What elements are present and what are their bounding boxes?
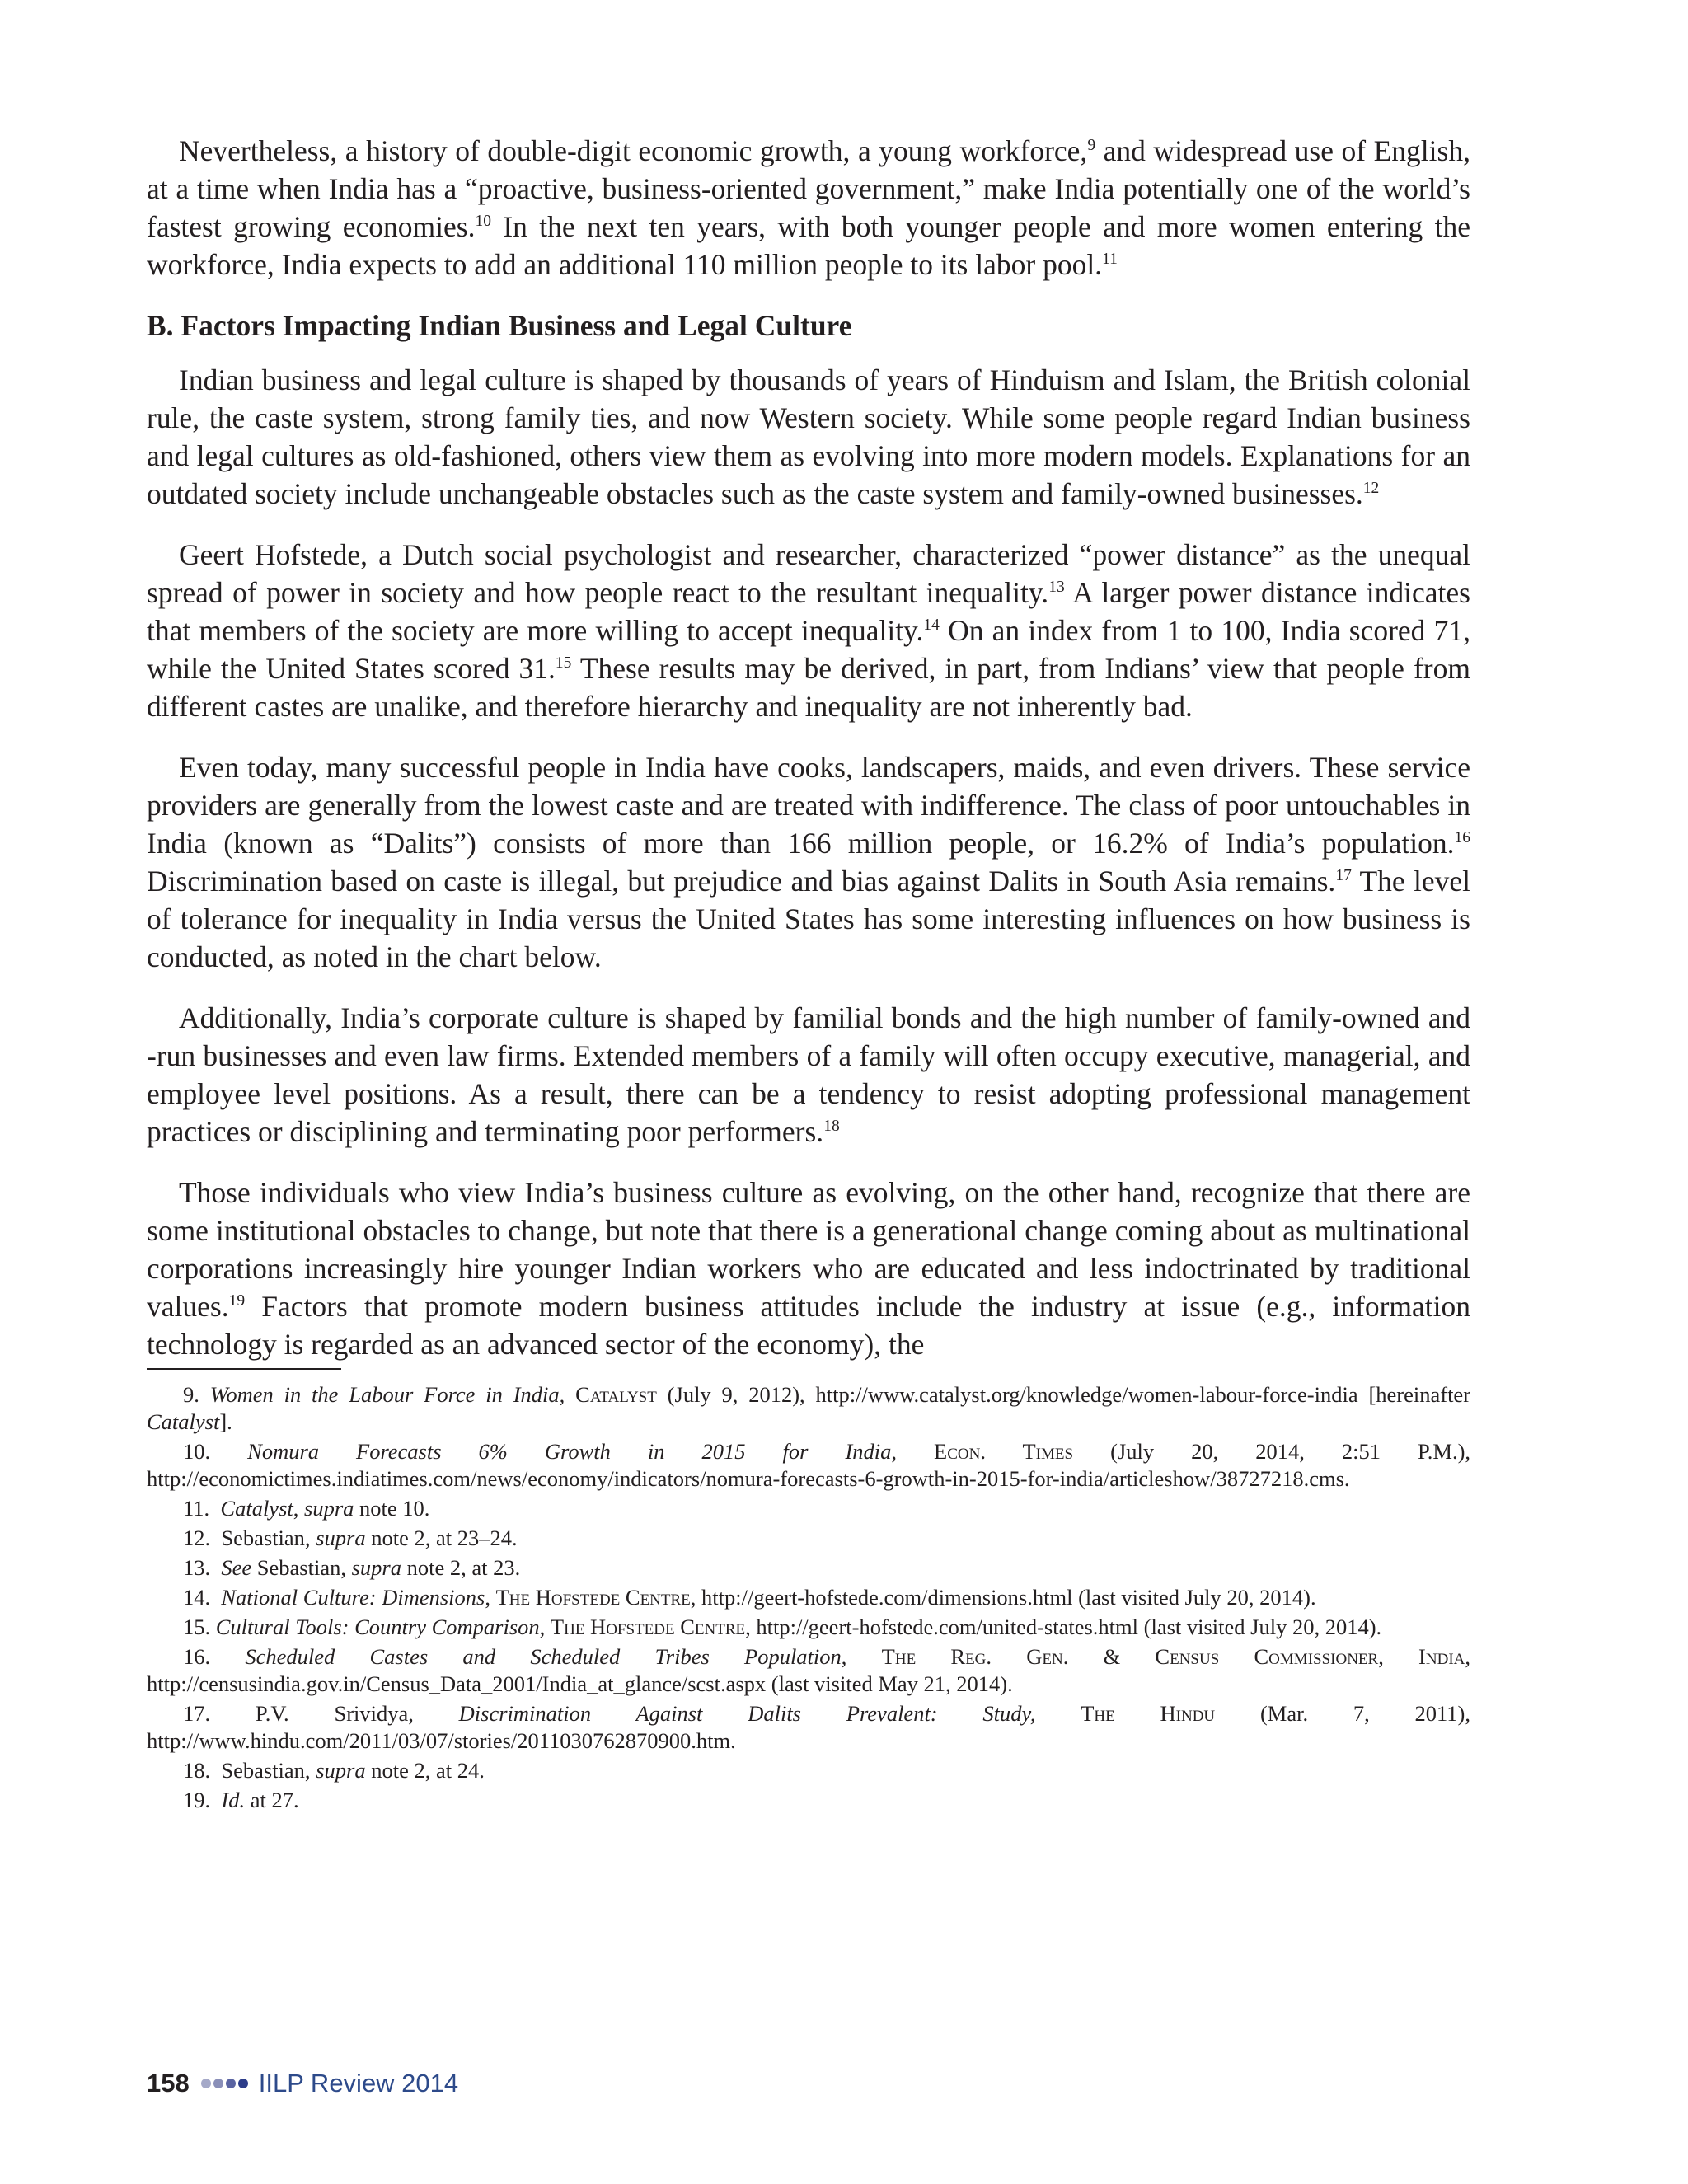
footnote-text: , http://geert-hofstede.com/united-states.html (last visited July 20, 2014). <box>745 1615 1382 1639</box>
footnote-separator: , <box>539 1615 551 1639</box>
footnote-separator: , <box>841 1644 882 1669</box>
footnote-ref-16[interactable]: 16 <box>1454 829 1470 847</box>
footnote-supra: supra <box>316 1526 366 1550</box>
footnote-divider <box>147 1368 341 1370</box>
paragraph-text: and widespread use of English, at a time when India has a “proactive, business-oriented government,” make India potentially one of the world’s fastest growing economies. <box>147 134 1470 243</box>
footnote-source: The Hofstede Centre <box>495 1585 691 1610</box>
footnote-source: The Reg. Gen. & Census Commissioner, India <box>881 1644 1465 1669</box>
footer-dot <box>238 2079 248 2088</box>
paragraph-1 <box>147 132 1470 284</box>
footnote-ref-11[interactable]: 11 <box>1102 251 1118 269</box>
paragraph-text: On an index from 1 to 100, India scored 71, while the United States scored 31. <box>147 614 1470 685</box>
footer-dots <box>201 2079 251 2088</box>
footnote-ref-13[interactable]: 13 <box>1048 579 1065 597</box>
paragraph-text: Even today, many successful people in India have cooks, landscapers, maids, and even drivers. These service providers are generally from the lowest caste and are treated with indifference. The class of poor untouchables in India (known as “Dalits”) consists of more than 166 million people, or 16.2% of India’s population. <box>147 751 1470 860</box>
paragraph-5 <box>147 999 1470 1151</box>
footnote-number: 13. <box>183 1555 211 1580</box>
footnote-title: Scheduled Castes and Scheduled Tribes Population <box>245 1644 842 1669</box>
footnote-title: Cultural Tools: Country Comparison <box>215 1615 540 1639</box>
paragraph-text: Those individuals who view India’s business culture as evolving, on the other hand, recognize that there are some institutional obstacles to change, but note that there is a generational change coming about as multinational corporations increasingly hire younger Indian workers who are educated and less indoctrinated by traditional values. <box>147 1176 1470 1323</box>
page-content <box>147 132 1470 1816</box>
footnote-separator: , <box>891 1439 935 1464</box>
footnote-ref-17[interactable]: 17 <box>1335 867 1352 885</box>
footnote-text: note 2, at 24. <box>365 1758 485 1783</box>
paragraph-text: The level of tolerance for inequality in India versus the United States has some interesting influences on how business is conducted, as noted in the chart below. <box>147 865 1470 973</box>
footnote-source: The Hindu <box>1081 1701 1216 1726</box>
footnote-separator <box>1035 1701 1081 1726</box>
journal-title: IILP Review 2014 <box>258 2069 459 2097</box>
footer-dot <box>213 2079 223 2088</box>
footnote-ref-18[interactable]: 18 <box>823 1118 840 1136</box>
footnote-signal: See <box>221 1555 252 1580</box>
footnote-text: note 10. <box>354 1496 430 1521</box>
footnote-ref-9[interactable]: 9 <box>1087 137 1096 155</box>
footnote-supra: supra <box>351 1555 401 1580</box>
page-footer <box>147 2067 458 2100</box>
footnote-number: 18. <box>183 1758 211 1783</box>
footnote-title: National Culture: Dimensions <box>221 1585 485 1610</box>
paragraph-text: Additionally, India’s corporate culture is shaped by familial bonds and the high number of family-owned and -run businesses and even law firms. Extended members of a family will often occupy executive, managerial, and employee level positions. As a result, there can be a tendency to resist adopting professional management practices or disciplining and terminating poor performers. <box>147 1001 1470 1148</box>
paragraph-text: In the next ten years, with both younger people and more women entering the workforce, India expects to add an additional 110 million people to its labor pool. <box>147 210 1470 281</box>
footnote-text: ]. <box>219 1409 232 1434</box>
footnote-13 <box>147 1554 1470 1582</box>
footnote-title: Nomura Forecasts 6% Growth in 2015 for India <box>247 1439 892 1464</box>
footnote-ref-19[interactable]: 19 <box>228 1292 246 1310</box>
footnote-11: 11. Catalyst, supra note 10. <box>183 1496 430 1521</box>
footnote-text: (Mar. 7, 2011), http://www.hindu.com/2011/03/07/stories/2011030762870900.htm. <box>147 1701 1470 1753</box>
footnote-15 <box>147 1614 1470 1641</box>
footnote-source: Catalyst <box>575 1382 657 1407</box>
footnote-author: Sebastian, <box>221 1526 316 1550</box>
footnote-text: note 2, at 23–24. <box>365 1526 518 1550</box>
footnote-separator: , <box>485 1585 496 1610</box>
footnote-17 <box>147 1700 1470 1755</box>
paragraph-text: These results may be derived, in part, from Indians’ view that people from different castes are unalike, and therefore hierarchy and inequality are not inherently bad. <box>147 652 1470 723</box>
footnote-number: 11. <box>183 1496 210 1521</box>
footnote-short-title: Catalyst <box>147 1409 220 1434</box>
footnote-ref-15[interactable]: 15 <box>555 654 572 673</box>
footnote-number: 12. <box>183 1526 211 1550</box>
footnote-text: at 27. <box>245 1788 299 1812</box>
footnote-title: Discrimination Against Dalits Prevalent: Study, <box>458 1701 1036 1726</box>
footnote-text: , http://geert-hofstede.com/dimensions.html (last visited July 20, 2014). <box>690 1585 1316 1610</box>
footnote-source: Econ. Times <box>934 1439 1074 1464</box>
footnote-18 <box>147 1757 1470 1784</box>
paragraph-text: Factors that promote modern business attitudes include the industry at issue (e.g., information technology is regarded as an advanced sector of the economy), the <box>147 1290 1470 1361</box>
paragraph-text: Geert Hofstede, a Dutch social psychologist and researcher, characterized “power distance” as the unequal spread of power in society and how people react to the resultant inequality. <box>147 538 1470 609</box>
section-heading: B. Factors Impacting Indian Business and Legal Culture <box>147 309 852 342</box>
footer-dot <box>201 2079 211 2088</box>
footnote-author: Sebastian, <box>251 1555 352 1580</box>
paragraph-text: Nevertheless, a history of double-digit economic growth, a young workforce, <box>179 134 1088 167</box>
footer-dot <box>226 2079 236 2088</box>
footnote-ref-12[interactable]: 12 <box>1362 480 1380 498</box>
footnote-text: (July 9, 2012), http://www.catalyst.org/knowledge/women-labour-force-india [hereinafter <box>656 1382 1471 1407</box>
paragraph-text: Indian business and legal culture is shaped by thousands of years of Hinduism and Islam, the British colonial rule, the caste system, strong family ties, and now Western society. While some people regard Indian business and legal cultures as old-fashioned, others view them as evolving into more modern models. Explanations for an outdated society include unchangeable obstacles such as the caste system and family-owned businesses. <box>147 363 1470 510</box>
footnote-ref-10[interactable]: 10 <box>475 213 491 231</box>
footnote-16 <box>147 1643 1470 1698</box>
footnote-supra: supra <box>304 1496 354 1521</box>
footnote-number: 9. <box>183 1382 199 1407</box>
footnote-10 <box>147 1438 1470 1493</box>
footnote-author: P.V. Srividya, <box>255 1701 459 1726</box>
footnote-9 <box>147 1381 1470 1436</box>
paragraph-4 <box>147 748 1470 976</box>
footnote-number: 16. <box>183 1644 211 1669</box>
footnote-title: Catalyst <box>220 1496 293 1521</box>
footnote-number: 19. <box>183 1788 211 1812</box>
footnote-text: , http://censusindia.gov.in/Census_Data_2001/India_at_glance/scst.aspx (last visited May 21, 2014). <box>147 1644 1471 1696</box>
footnote-id: Id. <box>221 1788 246 1812</box>
footnote-number: 17. <box>183 1701 211 1726</box>
footnote-title: Women in the Labour Force in India, <box>209 1382 565 1407</box>
page-number: 158 <box>147 2069 190 2097</box>
footnote-12 <box>147 1525 1470 1552</box>
footnotes <box>147 1381 1470 1814</box>
paragraph-text: Discrimination based on caste is illegal, but prejudice and bias against Dalits in South Asia remains. <box>147 865 1336 898</box>
footnote-14 <box>147 1584 1470 1611</box>
footnote-19 <box>147 1787 1470 1814</box>
paragraph-3 <box>147 536 1470 725</box>
footnote-author: Sebastian, <box>221 1758 316 1783</box>
footnote-ref-14[interactable]: 14 <box>923 616 940 635</box>
footnote-source: The Hofstede Centre <box>550 1615 746 1639</box>
footnote-number: 14. <box>183 1585 211 1610</box>
footnote-number: 10. <box>183 1439 211 1464</box>
footnote-number: 15. <box>183 1615 211 1639</box>
paragraph-2 <box>147 361 1470 513</box>
footnote-supra: supra <box>316 1758 366 1783</box>
paragraph-6 <box>147 1174 1470 1363</box>
footnote-text: note 2, at 23. <box>401 1555 521 1580</box>
paragraph-text: A larger power distance indicates that members of the society are more willing to accept inequality. <box>147 576 1470 647</box>
footnote-text: (July 20, 2014, 2:51 P.M.), http://economictimes.indiatimes.com/news/economy/indicators/nomura-forecasts-6-growth-in-2015-for-india/articleshow/38727218.cms. <box>147 1439 1471 1491</box>
